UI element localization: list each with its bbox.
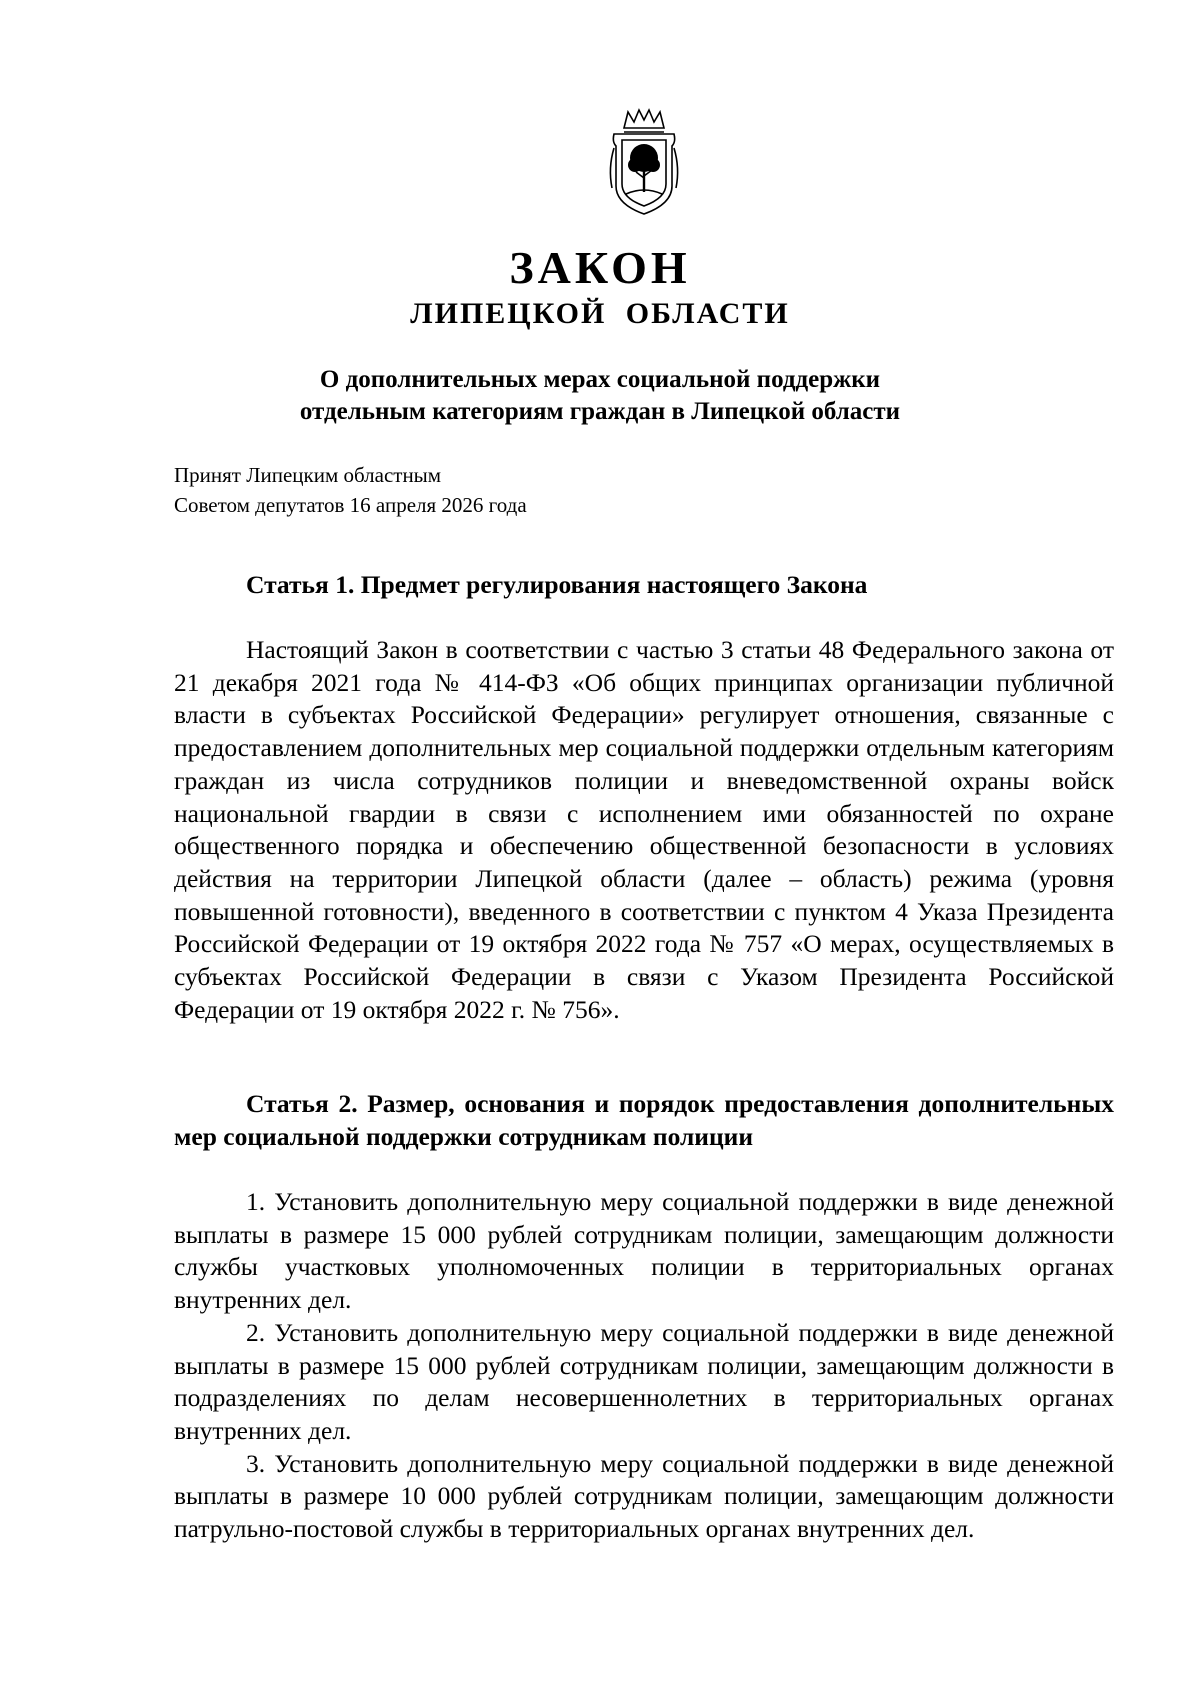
article-2-heading: Статья 2. Размер, основания и порядок предоставления дополнительных мер социальной поддержки сотрудникам полиции bbox=[174, 1089, 1114, 1151]
adoption-line-2: Советом депутатов 16 апреля 2026 года bbox=[174, 493, 527, 517]
document-type-title: ЗАКОН bbox=[509, 242, 691, 293]
region-title: ЛИПЕЦКОЙ ОБЛАСТИ bbox=[410, 297, 790, 330]
article-1-body bbox=[174, 634, 1114, 1026]
article-2-item-1: 1. Установить дополнительную меру социальной поддержки в виде денежной выплаты в размере 15 000 рублей сотрудникам полиции, замещающим должности службы участковых уполномоченных полиции в территориальных органах внутренних дел. bbox=[174, 1187, 1114, 1315]
adoption-line-1: Принят Липецким областным bbox=[174, 463, 442, 487]
article-2-item-3: 3. Установить дополнительную меру социальной поддержки в виде денежной выплаты в размере 10 000 рублей сотрудникам полиции, замещающим должности патрульно-постовой службы в территориальных органах внутренних дел. bbox=[174, 1448, 1114, 1544]
law-name bbox=[0, 364, 1200, 428]
law-name-line-2: отдельным категориям граждан в Липецкой области bbox=[299, 398, 901, 425]
article-2-item-2: 2. Установить дополнительную меру социальной поддержки в виде денежной выплаты в размере 15 000 рублей сотрудникам полиции, замещающим должности в подразделениях по делам несовершеннолетних в территориальных органах внутренних дел. bbox=[174, 1317, 1114, 1445]
article-1-paragraph: Настоящий Закон в соответствии с частью 3 статьи 48 Федерального закона от 21 декабря 2021 года № 414-ФЗ «Об общих принципах организации публичной власти в субъектах Российской Федерации» регулирует отношения, связанные с предоставлением дополнительных мер социальной поддержки отдельным категориям граждан из числа сотрудников полиции и вневедомственной охраны войск национальной гвардии в связи с исполнением ими обязанностей по охране общественного порядка и обеспечению общественной безопасности в условиях действия на территории Липецкой области (далее – область) режима (уровня повышенной готовности), введенного в соответствии с пунктом 4 Указа Президента Российской Федерации от 19 октября 2022 года № 757 «О мерах, осуществляемых в субъектах Российской Федерации в связи с Указом Президента Российской Федерации от 19 октября 2022 г. № 756». bbox=[174, 635, 1114, 1024]
article-1-heading: Статья 1. Предмет регулирования настоящего Закона bbox=[246, 570, 868, 599]
adoption-note bbox=[174, 460, 527, 520]
coat-of-arms-emblem bbox=[602, 108, 686, 218]
law-name-line-1: О дополнительных мерах социальной поддержки bbox=[319, 366, 881, 393]
article-2-body bbox=[174, 1186, 1114, 1546]
